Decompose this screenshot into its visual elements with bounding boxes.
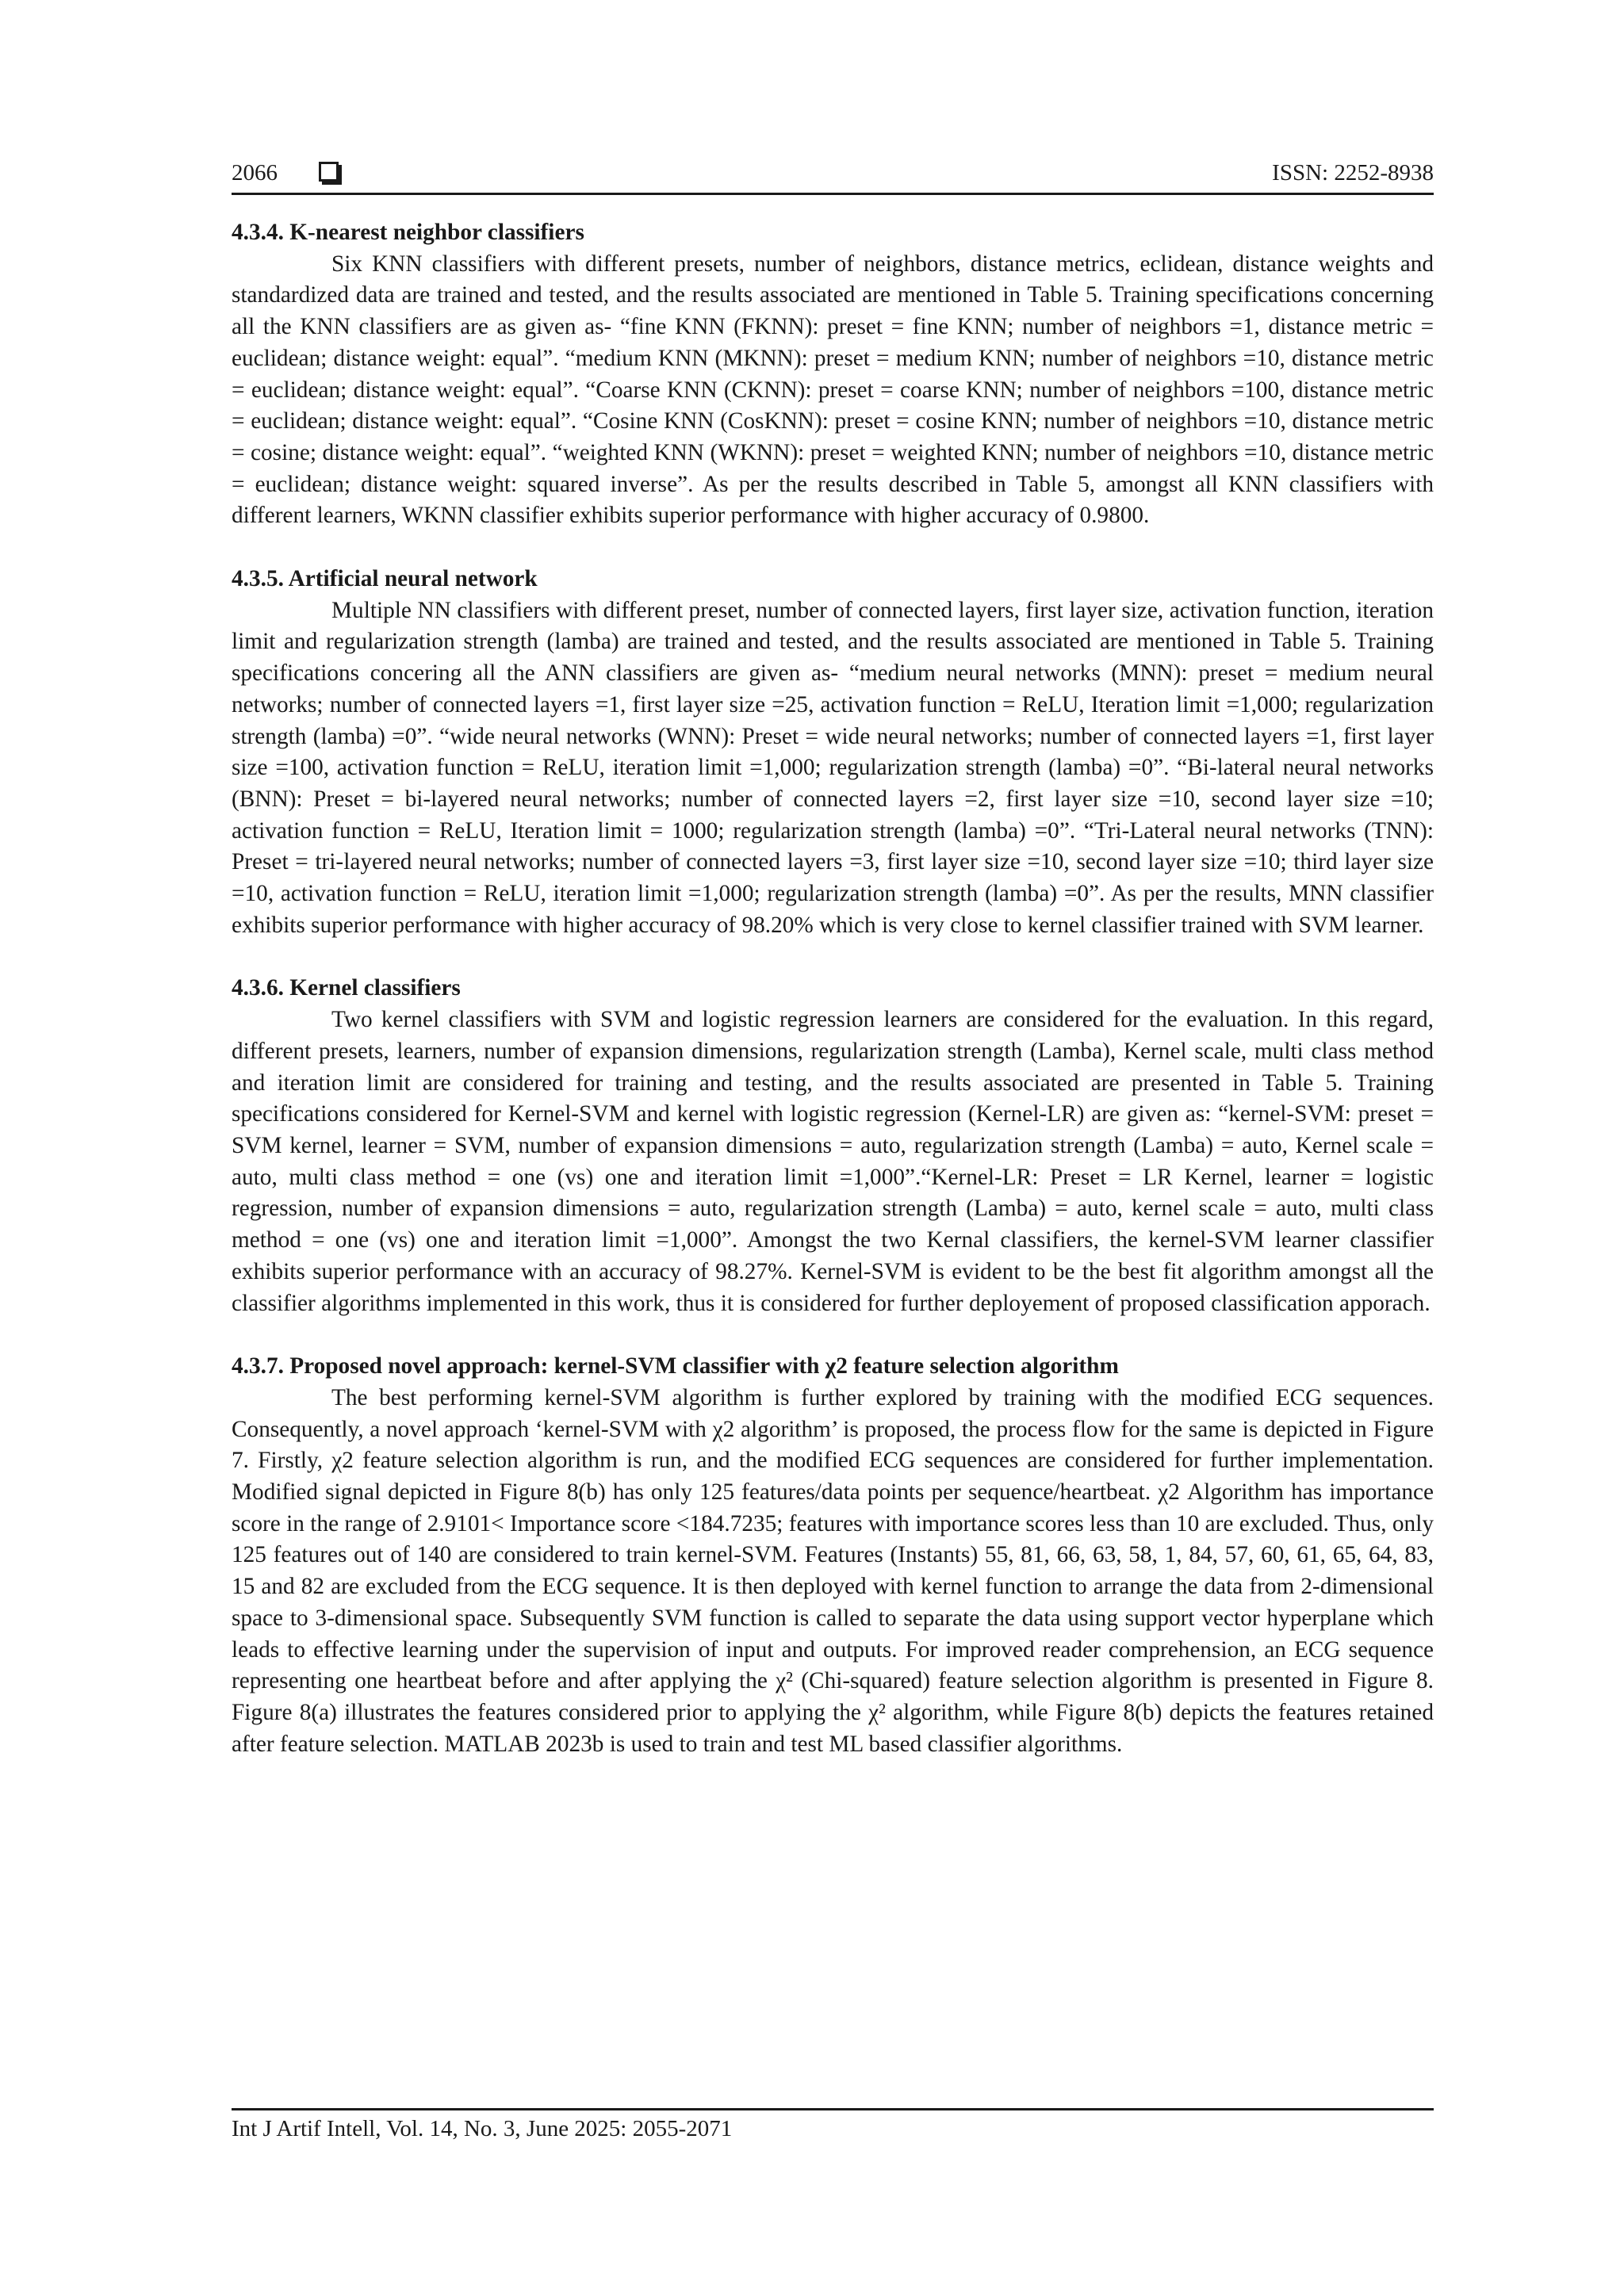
main-content: [232, 217, 1434, 1792]
section-heading: 4.3.6. Kernel classifiers: [232, 975, 461, 1001]
footer-rule: [232, 2108, 1434, 2110]
section-heading: 4.3.4. K-nearest neighbor classifiers: [232, 220, 584, 245]
section-paragraph: The best performing kernel-SVM algorithm is further explored by training with the modified ECG sequences. Consequently, a novel approach ‘kernel-SVM with χ2 algorithm’ is proposed, the process flow for the same is depicted in Figure 7. Firstly, χ2 feature selection algorithm is run, and the modified ECG sequences are considered for further implementation. Modified signal depicted in Figure 8(b) has only 125 features/data points per sequence/heartbeat. χ2 Algorithm has importance score in the range of 2.9101< Importance score <184.7235; features with importance scores less than 10 are excluded. Thus, only 125 features out of 140 are considered to train kernel-SVM. Features (Instants) 55, 81, 66, 63, 58, 1, 84, 57, 60, 61, 65, 64, 83, 15 and 82 are excluded from the ECG sequence. It is then deployed with kernel function to arrange the data from 2-dimensional space to 3-dimensional space. Subsequently SVM function is called to separate the data using support vector hyperplane which leads to effective learning under the supervision of input and outputs. For improved reader comprehension, an ECG sequence representing one heartbeat before and after applying the χ² (Chi-squared) feature selection algorithm is presented in Figure 8. Figure 8(a) illustrates the features considered prior to applying the χ² algorithm, while Figure 8(b) depicts the features retained after feature selection. MATLAB 2023b is used to train and test ML based classifier algorithms.: [232, 1384, 1434, 1757]
section-knn: [232, 217, 1434, 532]
section-paragraph: Six KNN classifiers with different presets, number of neighbors, distance metrics, eclidean, distance weights and standardized data are trained and tested, and the results associated are mentioned in Table 5. Training specifications concerning all the KNN classifiers are as given as- “fine KNN (FKNN): preset = fine KNN; number of neighbors =1, distance metric = euclidean; distance weight: equal”. “medium KNN (MKNN): preset = medium KNN; number of neighbors =10, distance metric = euclidean; distance weight: equal”. “Coarse KNN (CKNN): preset = coarse KNN; number of neighbors =100, distance metric = euclidean; distance weight: equal”. “Cosine KNN (CosKNN): preset = cosine KNN; number of neighbors =10, distance metric = cosine; distance weight: equal”. “weighted KNN (WKNN): preset = weighted KNN; number of neighbors =10, distance metric = euclidean; distance weight: squared inverse”. As per the results described in Table 5, amongst all KNN classifiers with different learners, WKNN classifier exhibits superior performance with higher accuracy of 0.9800.: [232, 251, 1434, 529]
section-ann: [232, 564, 1434, 941]
section-heading: 4.3.5. Artificial neural network: [232, 566, 538, 592]
ballot-box-icon: [319, 162, 339, 182]
journal-citation: Int J Artif Intell, Vol. 14, No. 3, June 2025: 2055-2071: [232, 2116, 733, 2141]
section-proposed-approach: [232, 1351, 1434, 1760]
section-paragraph: Multiple NN classifiers with different preset, number of connected layers, first layer size, activation function, iteration limit and regularization strength (lamba) are trained and tested, and the results associated are mentioned in Table 5. Training specifications concering all the ANN classifiers are given as- “medium neural networks (MNN): preset = medium neural networks; number of connected layers =1, first layer size =25, activation function = ReLU, Iteration limit =1,000; regularization strength (lamba) =0”. “wide neural networks (WNN): Preset = wide neural networks; number of connected layers =1, first layer size =100, activation function = ReLU, iteration limit =1,000; regularization strength (lamba) =0”. “Bi-lateral neural networks (BNN): Preset = bi-layered neural networks; number of connected layers =2, first layer size =10, second layer size =10; activation function = ReLU, Iteration limit = 1000; regularization strength (lamba) =0”. “Tri-Lateral neural networks (TNN): Preset = tri-layered neural networks; number of connected layers =3, first layer size =10, second layer size =10; third layer size =10, activation function = ReLU, iteration limit =1,000; regularization strength (lamba) =0”. As per the results, MNN classifier exhibits superior performance with higher accuracy of 98.20% which is very close to kernel classifier trained with SVM learner.: [232, 597, 1434, 938]
issn-label: ISSN: 2252-8938: [1272, 160, 1434, 186]
section-kernel: [232, 973, 1434, 1319]
page-header: [232, 155, 1434, 190]
section-heading: 4.3.7. Proposed novel approach: kernel-SVM classifier with χ2 feature selection algorithm: [232, 1353, 1119, 1380]
header-rule: [232, 193, 1434, 195]
page-number: 2066: [232, 160, 278, 186]
section-paragraph: Two kernel classifiers with SVM and logistic regression learners are considered for the evaluation. In this regard, different presets, learners, number of expansion dimensions, regularization strength (Lamba), Kernel scale, multi class method and iteration limit are considered for training and testing, and the results associated are presented in Table 5. Training specifications considered for Kernel-SVM and kernel with logistic regression (Kernel-LR) are given as: “kernel-SVM: preset = SVM kernel, learner = SVM, number of expansion dimensions = auto, regularization strength (Lamba) = auto, Kernel scale = auto, multi class method = one (vs) one and iteration limit =1,000”.“Kernel-LR: Preset = LR Kernel, learner = logistic regression, number of expansion dimensions = auto, regularization strength (Lamba) = auto, kernel scale = auto, multi class method = one (vs) one and iteration limit =1,000”. Amongst the two Kernal classifiers, the kernel-SVM learner classifier exhibits superior performance with an accuracy of 98.27%. Kernel-SVM is evident to be the best fit algorithm amongst all the classifier algorithms implemented in this work, thus it is considered for further deployement of proposed classification apporach.: [232, 1007, 1434, 1316]
